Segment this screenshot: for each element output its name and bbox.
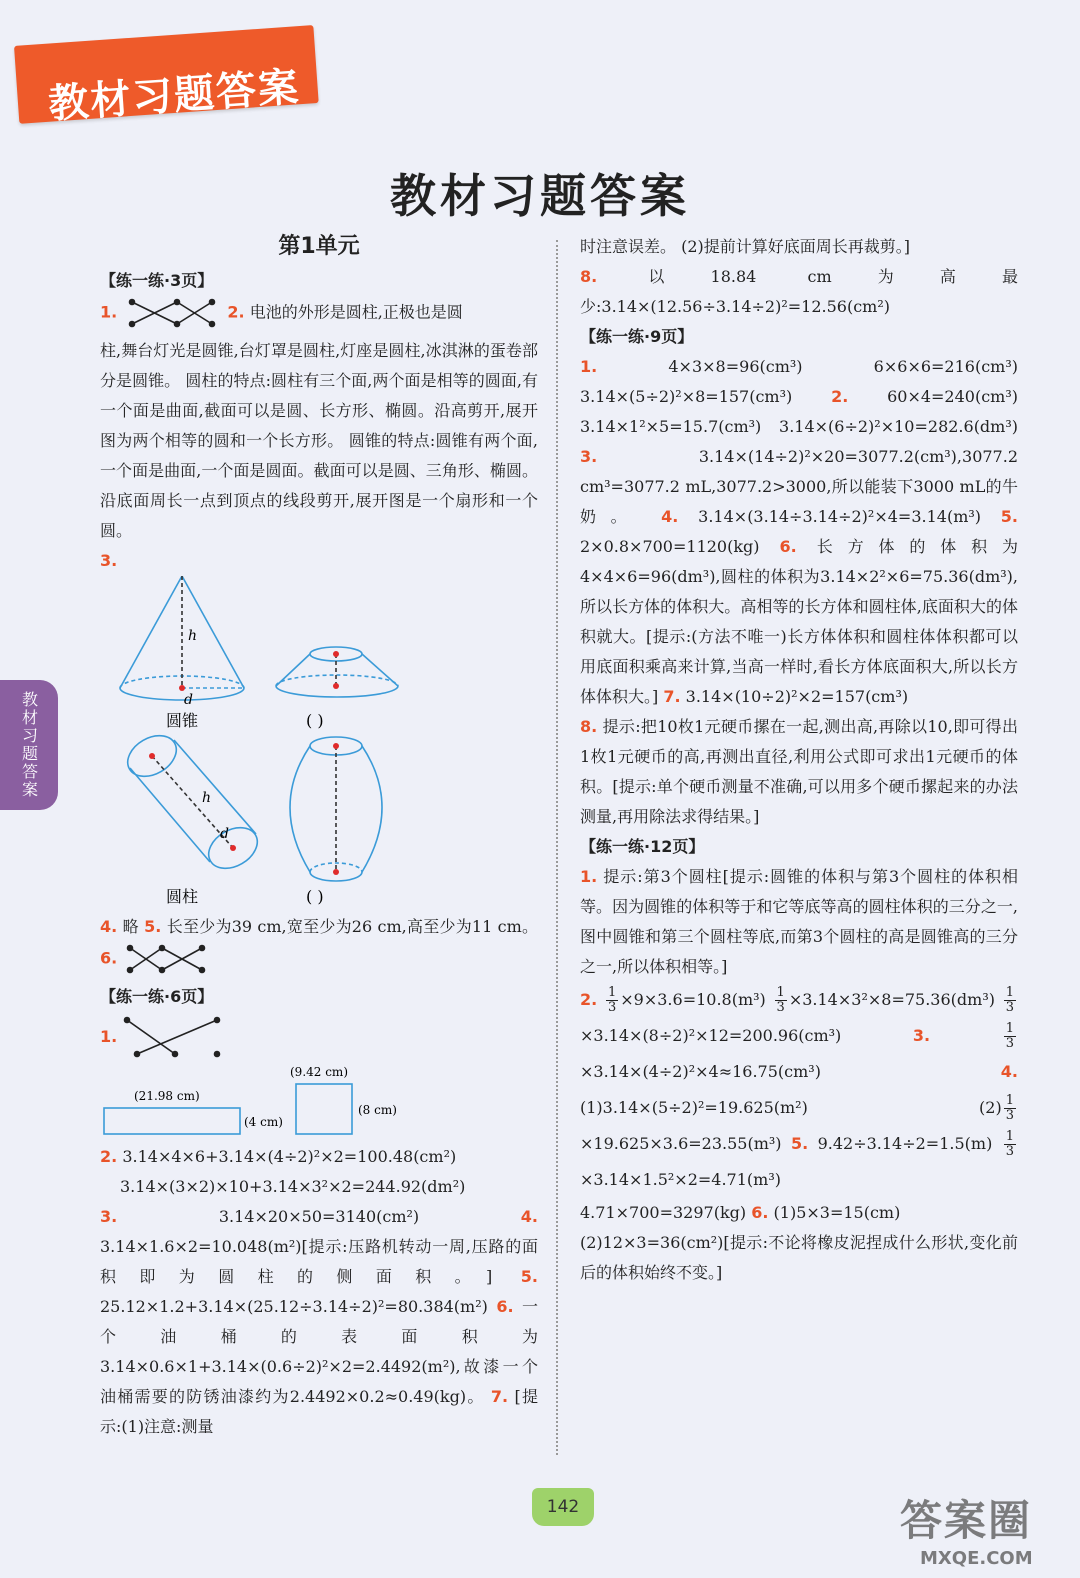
answer-b5c: 4.71×700=3297(kg) 6. (1)5×3=15(cm): [580, 1203, 901, 1222]
section-heading: 【练一练·3页】: [100, 271, 214, 290]
height-label: h: [188, 628, 198, 644]
fraction: $\frac{1}{3}$: [1005, 1021, 1014, 1051]
side-tab[interactable]: 教材习题答案: [0, 680, 58, 810]
column-divider: [556, 240, 558, 1455]
fraction: $\frac{1}{3}$: [607, 985, 617, 1015]
cylinder-label: 圆柱: [166, 887, 199, 906]
answer-q3: 3.: [100, 551, 118, 570]
page-number: 142: [532, 1488, 594, 1526]
matching-lines-icon: [122, 296, 222, 330]
answer-b2: 2. $\frac{1}{3}$ ×9×3.6=10.8(m³) $\frac{1}{3}$ ×3.14×3²×8=75.36(dm³) $\frac{1}{3}$ ×3.14×(8÷2)²×12=200.96(cm³) 3. $\frac{1}{3}$ ×3.14×(4÷2)²×4≈16.75(cm³) 4. (1)3.14×(5÷2)²=19.625(m²) (2) $\frac{1}{3}$ ×19.625×3.6=23.55(m³) 5. 9.42÷3.14÷2=1.5(m) $\frac{1}{3}$ ×3.14×1.5²×2=4.71(m³): [580, 985, 1018, 1189]
matching-lines-icon: [122, 942, 212, 976]
answer-q4-q5: 4. 略 5. 长至少为39 cm,宽至少为26 cm,高至少为11 cm。 6.: [100, 912, 538, 976]
answer-b6: (2)12×3=36(cm²)[提示:不论将橡皮泥捏成什么形状,变化前后的体积始终不变。]: [580, 1233, 1018, 1282]
answer-p2: 2. 3.14×4×6+3.14×(4÷2)²×2=100.48(cm²): [100, 1147, 457, 1166]
fraction: $\frac{1}{3}$: [1005, 1129, 1014, 1159]
height-label: h: [202, 790, 212, 806]
blank-label: ( ): [306, 711, 324, 730]
section-heading: 【练一练·6页】: [100, 987, 214, 1006]
answer-q1-q2: 1. 2. 电池的外形是圆柱,正极也是圆: [100, 296, 538, 330]
matching-lines-icon: [117, 1012, 227, 1062]
diameter-label: d: [220, 826, 229, 842]
answer-p3-p7: 3. 3.14×20×50=3140(cm²) 4. 3.14×1.6×2=10.048(m²)[提示:压路机转动一周,压路的面积即为圆柱的侧面积。] 5. 25.12×1.2+3.14×(25.12÷3.14÷2)²=80.384(m²) 6. 一个油桶的表面积为3.14×0.6×1+3.14×(0.6÷2)²×2=2.4492(m²),故漆一个油桶需要的防锈油漆约为2.4492×0.2≈0.49(kg)。 7. [提示:(1)注意:测量: [100, 1207, 538, 1436]
net-diagram: [100, 1062, 538, 1142]
watermark: 答案圈 MXQE.COM: [900, 1496, 1033, 1569]
blank-label: ( ): [306, 887, 324, 906]
left-column: [100, 232, 538, 1442]
fraction: $\frac{1}{3}$: [1005, 1093, 1014, 1123]
dimension-label: (8 cm): [358, 1103, 397, 1117]
solid-figures-diagram: [100, 576, 538, 912]
cone-label: 圆锥: [166, 711, 199, 730]
answer-b1: 1. 提示:第3个圆柱[提示:圆锥的体积与第3个圆柱的体积相等。因为圆锥的体积等于和它等底等高的圆柱体积的三分之一,图中圆锥和第三个圆柱等底,而第3个圆柱的高是圆锥高的三分之一,所以体积相等。]: [580, 867, 1018, 976]
section-heading: 【练一练·9页】: [580, 327, 694, 346]
unit-title: 第1单元: [278, 234, 360, 259]
diameter-label: d: [184, 692, 193, 708]
dimension-label: (9.42 cm): [290, 1065, 348, 1079]
banner-text: 教材习题答案: [46, 64, 302, 128]
dimension-label: (21.98 cm): [134, 1089, 200, 1103]
answer-continued: 时注意误差。 (2)提前计算好底面周长再裁剪。]: [580, 237, 910, 256]
dimension-label: (4 cm): [244, 1115, 283, 1129]
answer-q2-text: 柱,舞台灯光是圆锥,台灯罩是圆柱,灯座是圆柱,冰淇淋的蛋卷部分是圆锥。 圆柱的特点:圆柱有三个面,两个面是相等的圆面,有一个面是曲面,截面可以是圆、长方形、椭圆。沿高剪开,展开图为两个相等的圆和一个长方形。 圆锥的特点:圆锥有两个面,一个面是曲面,一个面是圆面。截面可以是圆、三角形、椭圆。沿底面周长一点到顶点的线段剪开,展开图是一个扇形和一个圆。: [100, 341, 538, 540]
section-heading: 【练一练·12页】: [580, 837, 705, 856]
answer-page9: 1. 4×3×8=96(cm³) 6×6×6=216(cm³) 3.14×(5÷2)²×8=157(cm³) 2. 60×4=240(cm³) 3.14×1²×5=15.7(cm³) 3.14×(6÷2)²×10=282.6(dm³) 3. 3.14×(14÷2)²×20=3077.2(cm³),3077.2 cm³=3077.2 mL,3077.2>3000,所以能装下3000 mL的牛奶。 4. 3.14×(3.14÷3.14÷2)²×4=3.14(m³) 5. 2×0.8×700=1120(kg) 6. 长方体的体积为4×4×6=96(dm³),圆柱的体积为3.14×2²×6=75.36(dm³),所以长方体的体积大。高相等的长方体和圆柱体,底面积大的体积就大。[提示:(方法不唯一)长方体体积和圆柱体体积都可以用底面积乘高来计算,当高一样时,看长方体底面积大,所以长方体体积大。] 7. 3.14×(10÷2)²×2=157(cm³): [580, 357, 1019, 706]
answer-a8: 8. 提示:把10枚1元硬币摞在一起,测出高,再除以10,即可得出1枚1元硬币的高,再测出直径,利用公式即可求出1元硬币的体积。[提示:单个硬币测量不准确,可以用多个硬币摞起来的办法测量,再用除法求得结果。]: [580, 717, 1018, 826]
answer-p1: 1.: [100, 1012, 538, 1062]
answer-r8: 8. 以18.84 cm为高最少:3.14×(12.56÷3.14÷2)²=12.56(cm²): [580, 267, 1018, 316]
right-column: [580, 232, 1018, 1288]
answer-p2b: 3.14×(3×2)×10+3.14×3²×2=244.92(dm²): [120, 1177, 466, 1196]
fraction: $\frac{1}{3}$: [1005, 985, 1014, 1015]
page-title: 教材习题答案: [390, 169, 690, 223]
fraction: $\frac{1}{3}$: [776, 985, 785, 1015]
